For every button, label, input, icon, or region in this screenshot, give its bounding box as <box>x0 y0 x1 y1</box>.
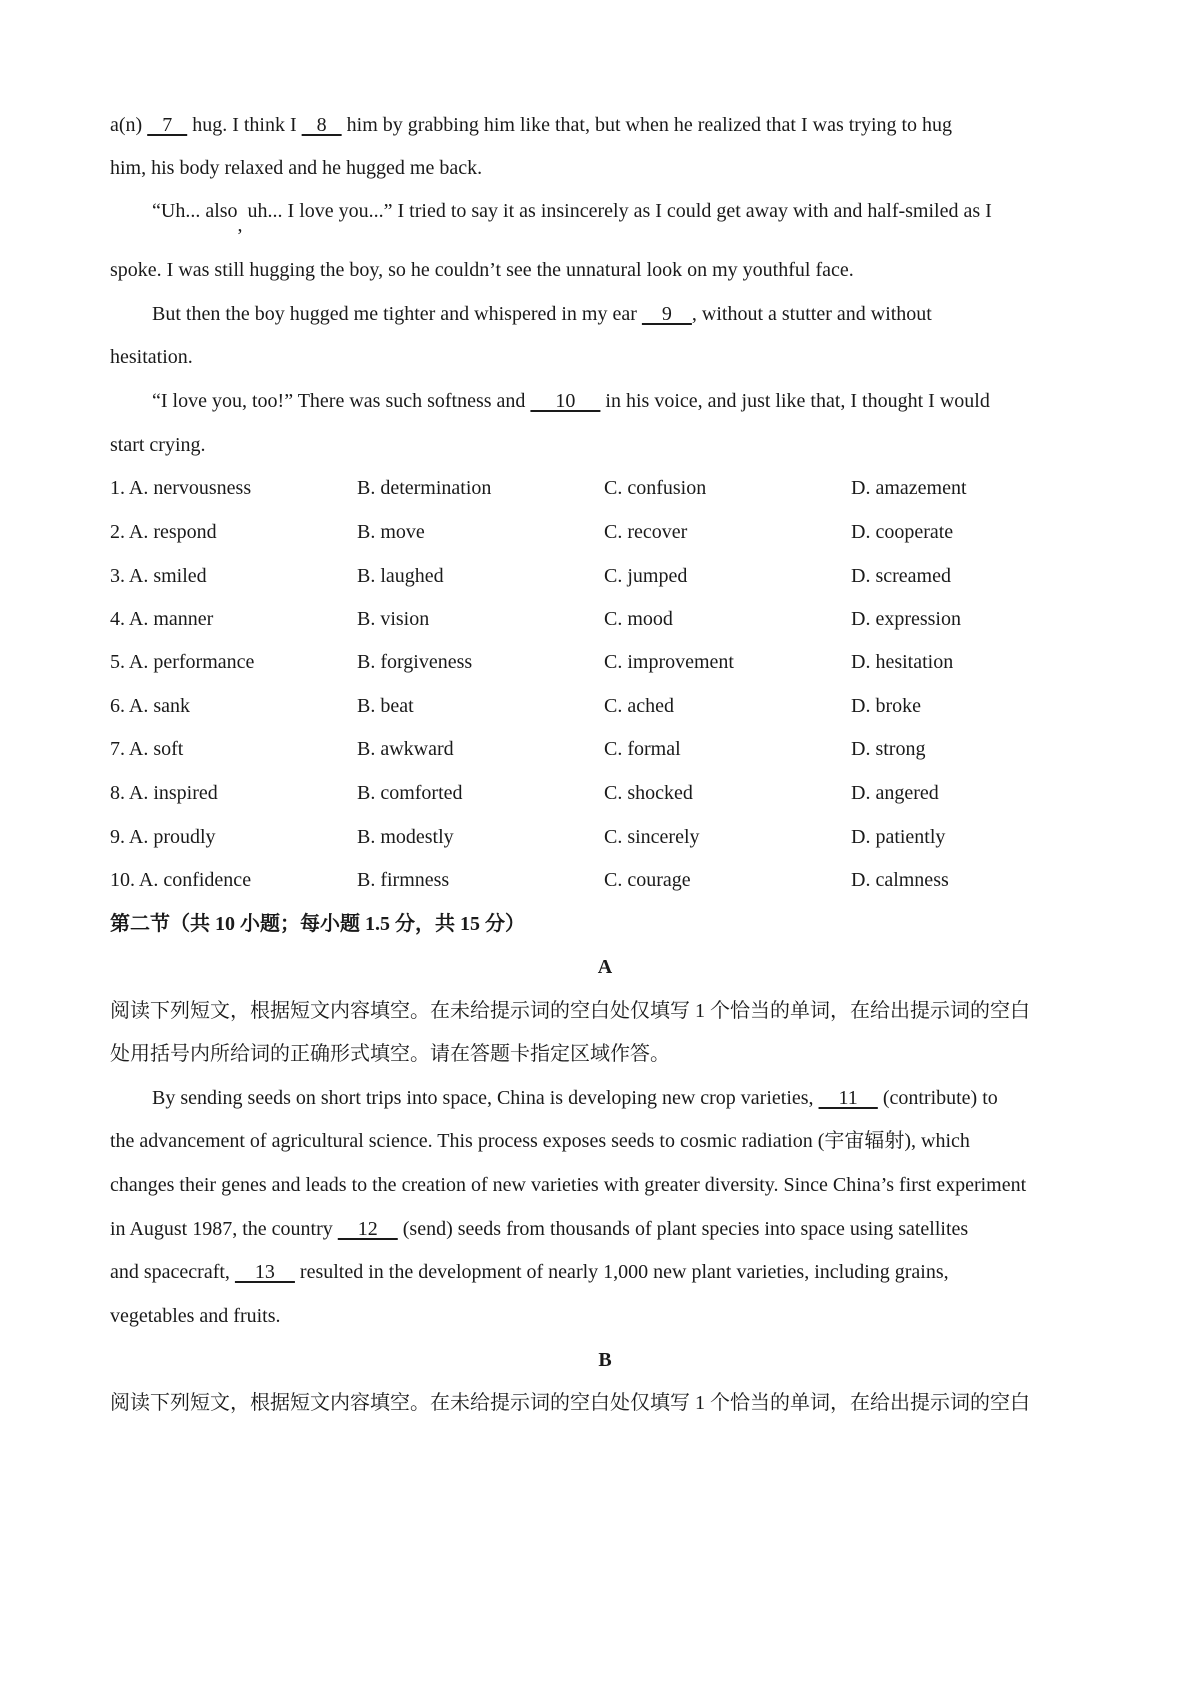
blank-7: 7 <box>147 114 188 136</box>
option-a: 5. A. performance <box>110 651 255 673</box>
option-c: C. jumped <box>604 565 688 587</box>
option-c: C. confusion <box>604 477 707 499</box>
passage-line-5: But then the boy hugged me tighter and whispered in my ear 9 , without a stutter and without <box>152 303 932 325</box>
option-row-3 <box>110 562 1100 590</box>
option-b: B. awkward <box>357 738 454 760</box>
passage-line-7: “I love you, too!” There was such softness and 10 in his voice, and just like that, I thought I would <box>152 390 990 412</box>
passage-line-8: start crying. <box>110 434 206 456</box>
option-d: D. broke <box>851 695 921 717</box>
instruction-b-line-1: 阅读下列短文，根据短文内容填空。在未给提示词的空白处仅填写 1 个恰当的单词，在给出提示词的空白 <box>110 1392 1030 1414</box>
option-row-9 <box>110 823 1100 851</box>
passage-line-6: hesitation. <box>110 346 193 368</box>
option-a: 2. A. respond <box>110 521 217 543</box>
option-c: C. sincerely <box>604 826 700 848</box>
passage-line-1: a(n) 7 hug. I think I 8 him by grabbing him like that, but when he realized that I was trying to hug <box>110 114 953 136</box>
passage-a-line-6: vegetables and fruits. <box>110 1305 281 1327</box>
passage-line-2: him, his body relaxed and he hugged me back. <box>110 157 483 179</box>
option-c: C. improvement <box>604 651 734 673</box>
blank-10: 10 <box>530 390 601 412</box>
option-c: C. ached <box>604 695 674 717</box>
option-a: 4. A. manner <box>110 608 214 630</box>
option-b: B. modestly <box>357 826 454 848</box>
option-row-7 <box>110 735 1100 763</box>
option-c: C. courage <box>604 869 691 891</box>
option-d: D. cooperate <box>851 521 954 543</box>
option-a: 6. A. sank <box>110 695 190 717</box>
option-row-6 <box>110 692 1100 720</box>
option-row-4 <box>110 605 1100 633</box>
option-c: C. shocked <box>604 782 693 804</box>
passage-a-line-1: By sending seeds on short trips into space, China is developing new crop varieties, 11 (contribute) to <box>152 1087 998 1109</box>
blank-11: 11 <box>818 1087 878 1109</box>
blank-12: 12 <box>337 1218 398 1240</box>
passage-line-4: spoke. I was still hugging the boy, so he couldn’t see the unnatural look on my youthful face. <box>110 259 854 281</box>
option-b: B. firmness <box>357 869 450 891</box>
option-d: D. angered <box>851 782 939 804</box>
section-2-heading: 第二节（共 10 小题；每小题 1.5 分，共 15 分） <box>110 913 525 935</box>
blank-13: 13 <box>234 1261 295 1283</box>
instruction-line-1: 阅读下列短文，根据短文内容填空。在未给提示词的空白处仅填写 1 个恰当的单词，在给出提示词的空白 <box>110 1000 1030 1022</box>
option-d: D. expression <box>851 608 961 630</box>
option-a: 9. A. proudly <box>110 826 216 848</box>
option-d: D. calmness <box>851 869 949 891</box>
option-b: B. comforted <box>357 782 463 804</box>
passage-line-3: “Uh... also, uh... I love you...” I tried to say it as insincerely as I could get away with and half-smiled as I <box>152 200 992 236</box>
option-row-5 <box>110 648 1100 676</box>
option-a: 7. A. soft <box>110 738 184 760</box>
passage-a-line-3: changes their genes and leads to the creation of new varieties with greater diversity. Since China’s first experiment <box>110 1174 1027 1196</box>
option-b: B. laughed <box>357 565 444 587</box>
option-d: D. patiently <box>851 826 946 848</box>
option-b: B. move <box>357 521 425 543</box>
passage-a-line-2: the advancement of agricultural science. This process exposes seeds to cosmic radiation (宇宙辐射), which <box>110 1130 970 1152</box>
option-row-10 <box>110 866 1100 894</box>
option-a: 3. A. smiled <box>110 565 207 587</box>
option-d: D. hesitation <box>851 651 954 673</box>
option-d: D. strong <box>851 738 926 760</box>
option-a: 10. A. confidence <box>110 869 252 891</box>
blank-9: 9 <box>641 303 692 325</box>
passage-a-line-5: and spacecraft, 13 resulted in the development of nearly 1,000 new plant varieties, including grains, <box>110 1261 949 1283</box>
option-c: C. formal <box>604 738 681 760</box>
option-row-8 <box>110 779 1100 807</box>
option-row-2 <box>110 518 1100 546</box>
option-a: 8. A. inspired <box>110 782 218 804</box>
option-b: B. vision <box>357 608 430 630</box>
blank-8: 8 <box>301 114 342 136</box>
option-row-1 <box>110 474 1100 502</box>
option-d: D. amazement <box>851 477 967 499</box>
option-b: B. forgiveness <box>357 651 473 673</box>
option-d: D. screamed <box>851 565 951 587</box>
part-a-label: A <box>597 956 613 978</box>
instruction-line-2: 处用括号内所给词的正确形式填空。请在答题卡指定区域作答。 <box>110 1043 670 1065</box>
option-b: B. beat <box>357 695 414 717</box>
part-b-label: B <box>598 1349 612 1371</box>
option-b: B. determination <box>357 477 492 499</box>
option-a: 1. A. nervousness <box>110 477 252 499</box>
passage-a-line-4: in August 1987, the country 12 (send) seeds from thousands of plant species into space using satellites <box>110 1218 969 1240</box>
option-c: C. recover <box>604 521 688 543</box>
option-c: C. mood <box>604 608 673 630</box>
